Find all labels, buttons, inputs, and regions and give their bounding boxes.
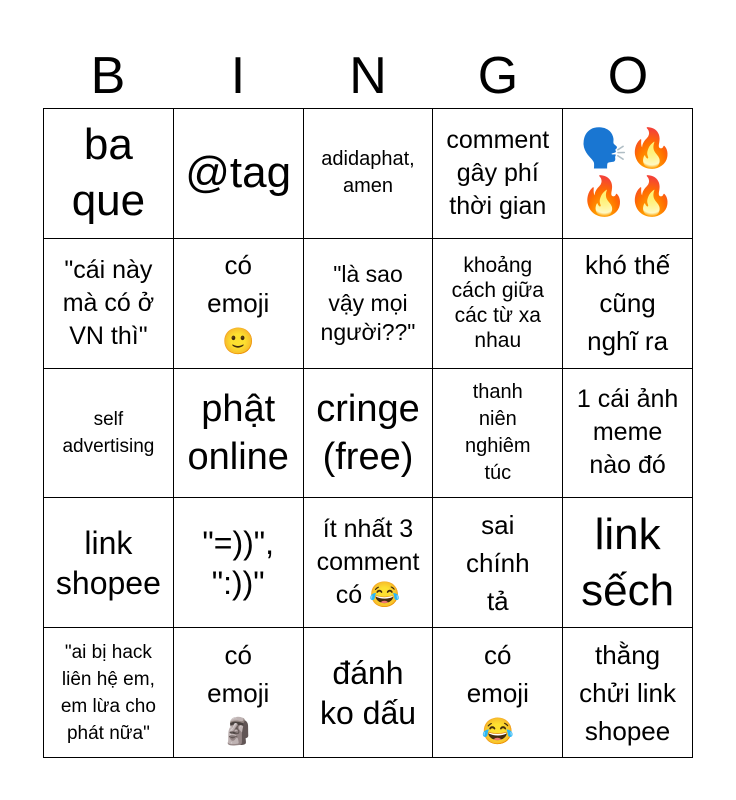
header-letter-o: O xyxy=(607,47,649,105)
header-letter-g: G xyxy=(477,47,519,105)
bingo-cell-r3c1[interactable]: self advertising xyxy=(44,369,174,499)
bingo-header xyxy=(43,48,693,108)
bingo-cell-r1c1[interactable]: ba que xyxy=(44,109,174,239)
bingo-cell-r5c1[interactable]: "ai bị hack liên hệ em, em lừa cho phát nữa" xyxy=(44,628,174,758)
bingo-cell-r2c4[interactable]: khoảng cách giữa các từ xa nhau xyxy=(433,239,563,369)
bingo-cell-r4c2[interactable]: "=))", ":))" xyxy=(174,498,304,628)
bingo-cell-r5c4[interactable]: có emoji 😂 xyxy=(433,628,563,758)
bingo-cell-r2c3[interactable]: "là sao vậy mọi người??" xyxy=(304,239,434,369)
bingo-cell-r2c5[interactable]: khó thế cũng nghĩ ra xyxy=(563,239,693,369)
header-letter-n: N xyxy=(349,47,387,105)
bingo-cell-r2c1[interactable]: "cái này mà có ở VN thì" xyxy=(44,239,174,369)
header-letter-b: B xyxy=(90,47,126,105)
bingo-cell-r3c5[interactable]: 1 cái ảnh meme nào đó xyxy=(563,369,693,499)
bingo-cell-r5c3[interactable]: đánh ko dấu xyxy=(304,628,434,758)
bingo-cell-r4c4[interactable]: sai chính tả xyxy=(433,498,563,628)
bingo-board xyxy=(43,108,693,758)
bingo-cell-r1c4[interactable]: comment gây phí thời gian xyxy=(433,109,563,239)
bingo-cell-r1c2[interactable]: @tag xyxy=(174,109,304,239)
bingo-cell-r3c2[interactable]: phật online xyxy=(174,369,304,499)
bingo-cell-r5c5[interactable]: thằng chửi link shopee xyxy=(563,628,693,758)
bingo-cell-r1c5[interactable]: 🗣️🔥 🔥🔥 xyxy=(563,109,693,239)
bingo-cell-r1c3[interactable]: adidaphat, amen xyxy=(304,109,434,239)
bingo-cell-r3c3[interactable]: cringe (free) xyxy=(304,369,434,499)
header-letter-i: I xyxy=(230,47,246,105)
bingo-cell-r3c4[interactable]: thanh niên nghiêm túc xyxy=(433,369,563,499)
bingo-cell-r4c1[interactable]: link shopee xyxy=(44,498,174,628)
bingo-cell-r5c2[interactable]: có emoji 🗿 xyxy=(174,628,304,758)
bingo-cell-r4c5[interactable]: link sếch xyxy=(563,498,693,628)
bingo-cell-r4c3[interactable]: ít nhất 3 comment có 😂 xyxy=(304,498,434,628)
bingo-cell-r2c2[interactable]: có emoji 🙂 xyxy=(174,239,304,369)
